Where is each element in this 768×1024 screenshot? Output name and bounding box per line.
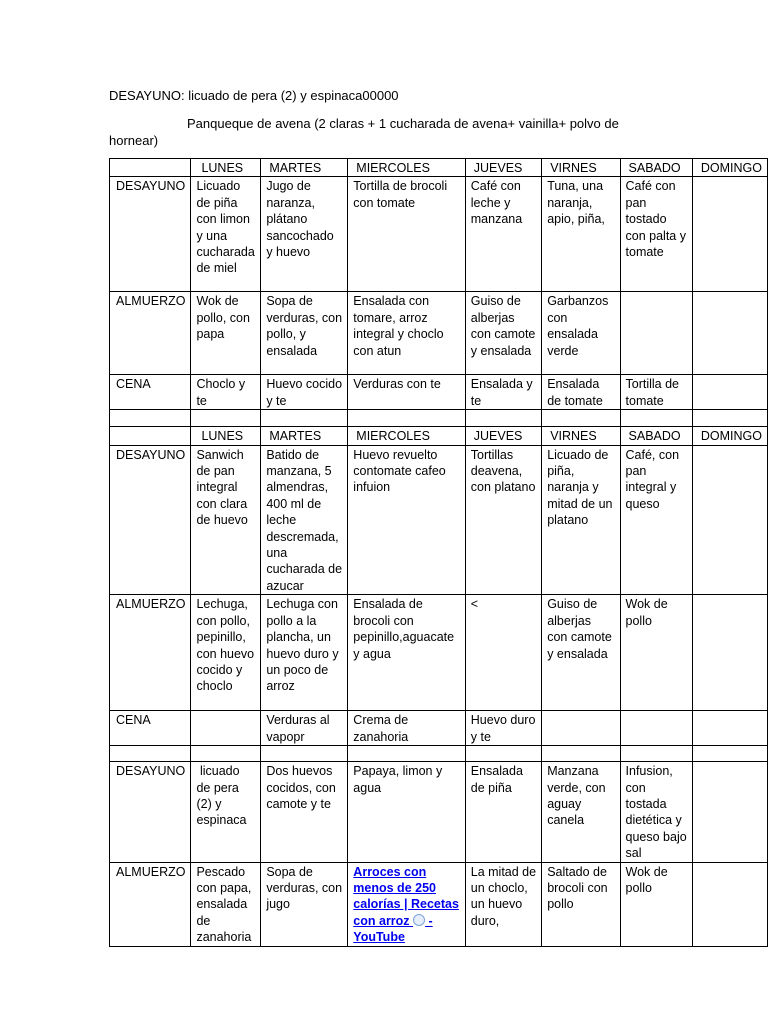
- intro-pancake-line-cont: hornear): [109, 133, 159, 148]
- day-header-domingo: DOMINGO: [692, 427, 767, 445]
- day-header-miercoles: MIERCOLES: [348, 427, 465, 445]
- intro-pancake-line: Panqueque de avena (2 claras + 1 cucharada de avena+ vainilla+ polvo de: [187, 116, 619, 131]
- meal-cell: Huevo revuelto contomate cafeo infuion: [348, 445, 465, 595]
- meal-cell: Tortillas deavena, con platano: [465, 445, 541, 595]
- youtube-recipe-link[interactable]: [353, 865, 459, 945]
- meal-cell: [692, 595, 767, 711]
- meal-cell: Verduras al vapopr: [261, 711, 348, 746]
- meal-label: CENA: [110, 711, 191, 746]
- meal-cell: [191, 711, 261, 746]
- day-header-lunes: LUNES: [191, 427, 261, 445]
- meal-label: ALMUERZO: [110, 595, 191, 711]
- meal-cell: licuado de pera (2) y espinaca: [191, 762, 261, 862]
- meal-cell: Huevo duro y te: [465, 711, 541, 746]
- meal-cell: Café con pan tostado con palta y tomate: [620, 177, 692, 292]
- table-row: [110, 177, 768, 292]
- meal-label: ALMUERZO: [110, 862, 191, 946]
- header-empty-cell: [110, 427, 191, 445]
- day-header-miercoles: MIERCOLES: [348, 159, 465, 177]
- day-header-jueves: JUEVES: [465, 427, 541, 445]
- table-row: [110, 375, 768, 410]
- day-header-virnes: VIRNES: [542, 159, 620, 177]
- meal-cell: Verduras con te: [348, 375, 465, 410]
- meal-cell: Huevo cocido y te: [261, 375, 348, 410]
- meal-cell: [692, 711, 767, 746]
- intro-breakfast-line: DESAYUNO: licuado de pera (2) y espinaca00000: [109, 88, 399, 103]
- table-row: [110, 445, 768, 595]
- meal-cell: [692, 177, 767, 292]
- table-row: [110, 292, 768, 375]
- table-row: [110, 595, 768, 711]
- meal-cell: Tuna, una naranja, apio, piña,: [542, 177, 620, 292]
- meal-cell: Ensalada de piña: [465, 762, 541, 862]
- meal-cell: Licuado de piña, naranja y mitad de un platano: [542, 445, 620, 595]
- meal-cell: Wok de pollo: [620, 595, 692, 711]
- table-row: [110, 711, 768, 746]
- link-text-suffix: - YouTube: [353, 913, 433, 945]
- meal-cell: Ensalada con tomare, arroz integral y choclo con atun: [348, 292, 465, 375]
- week-2-header-row: [110, 427, 768, 445]
- meal-cell: Sanwich de pan integral con clara de huevo: [191, 445, 261, 595]
- meal-cell: Infusion, con tostada dietética y queso bajo sal: [620, 762, 692, 862]
- meal-cell: [692, 375, 767, 410]
- meal-cell: Café con leche y manzana: [465, 177, 541, 292]
- meal-cell: Licuado de piña con limon y una cucharada de miel: [191, 177, 261, 292]
- meal-cell: Sopa de verduras, con pollo, y ensalada: [261, 292, 348, 375]
- spacer-row: [110, 746, 768, 762]
- meal-cell: Guiso de alberjas con camote y ensalada: [542, 595, 620, 711]
- meal-cell: <: [465, 595, 541, 711]
- meal-cell: Wok de pollo, con papa: [191, 292, 261, 375]
- meal-cell: [692, 292, 767, 375]
- meal-cell: Ensalada y te: [465, 375, 541, 410]
- meal-cell: [692, 862, 767, 946]
- meal-cell: [620, 711, 692, 746]
- meal-cell: [542, 711, 620, 746]
- meal-cell: Café, con pan integral y queso: [620, 445, 692, 595]
- day-header-virnes: VIRNES: [542, 427, 620, 445]
- meal-cell: Ensalada de tomate: [542, 375, 620, 410]
- day-header-domingo: DOMINGO: [692, 159, 767, 177]
- meal-cell: [692, 445, 767, 595]
- meal-cell: Jugo de naranza, plátano sancochado y huevo: [261, 177, 348, 292]
- meal-cell: Tortilla de brocoli con tomate: [348, 177, 465, 292]
- table-row: [110, 862, 768, 946]
- meal-cell: Pescado con papa, ensalada de zanahoria: [191, 862, 261, 946]
- meal-label: ALMUERZO: [110, 292, 191, 375]
- meal-cell: Sopa de verduras, con jugo: [261, 862, 348, 946]
- meal-cell: Dos huevos cocidos, con camote y te: [261, 762, 348, 862]
- meal-cell: Garbanzos con ensalada verde: [542, 292, 620, 375]
- meal-cell: Lechuga con pollo a la plancha, un huevo duro y un poco de arroz: [261, 595, 348, 711]
- day-header-jueves: JUEVES: [465, 159, 541, 177]
- link-text: Arroces con menos de 250 calorías | Recetas con arroz: [353, 864, 459, 928]
- day-header-sabado: SABADO: [620, 159, 692, 177]
- meal-cell: Saltado de brocoli con pollo: [542, 862, 620, 946]
- day-header-lunes: LUNES: [191, 159, 261, 177]
- meal-cell: Wok de pollo: [620, 862, 692, 946]
- meal-label: DESAYUNO: [110, 177, 191, 292]
- meal-cell: Choclo y te: [191, 375, 261, 410]
- meal-cell: Guiso de alberjas con camote y ensalada: [465, 292, 541, 375]
- meal-label: DESAYUNO: [110, 762, 191, 862]
- day-header-sabado: SABADO: [620, 427, 692, 445]
- week-1-header-row: [110, 159, 768, 177]
- meal-cell: Manzana verde, con aguay canela: [542, 762, 620, 862]
- spacer-row: [110, 410, 768, 427]
- meal-cell: Tortilla de tomate: [620, 375, 692, 410]
- meal-cell: [620, 292, 692, 375]
- meal-label: DESAYUNO: [110, 445, 191, 595]
- table-row: [110, 762, 768, 862]
- meal-cell: La mitad de un choclo, un huevo duro,: [465, 862, 541, 946]
- meal-cell: [348, 862, 465, 946]
- smiley-emoji-icon: [413, 914, 425, 926]
- header-empty-cell: [110, 159, 191, 177]
- meal-cell: Lechuga, con pollo, pepinillo, con huevo cocido y choclo: [191, 595, 261, 711]
- meal-cell: Papaya, limon y agua: [348, 762, 465, 862]
- meal-label: CENA: [110, 375, 191, 410]
- day-header-martes: MARTES: [261, 159, 348, 177]
- meal-cell: [692, 762, 767, 862]
- meal-cell: Crema de zanahoria: [348, 711, 465, 746]
- meal-cell: Ensalada de brocoli con pepinillo,aguacate y agua: [348, 595, 465, 711]
- day-header-martes: MARTES: [261, 427, 348, 445]
- meal-plan-table: [109, 158, 768, 947]
- meal-cell: Batido de manzana, 5 almendras, 400 ml de leche descremada, una cucharada de azucar: [261, 445, 348, 595]
